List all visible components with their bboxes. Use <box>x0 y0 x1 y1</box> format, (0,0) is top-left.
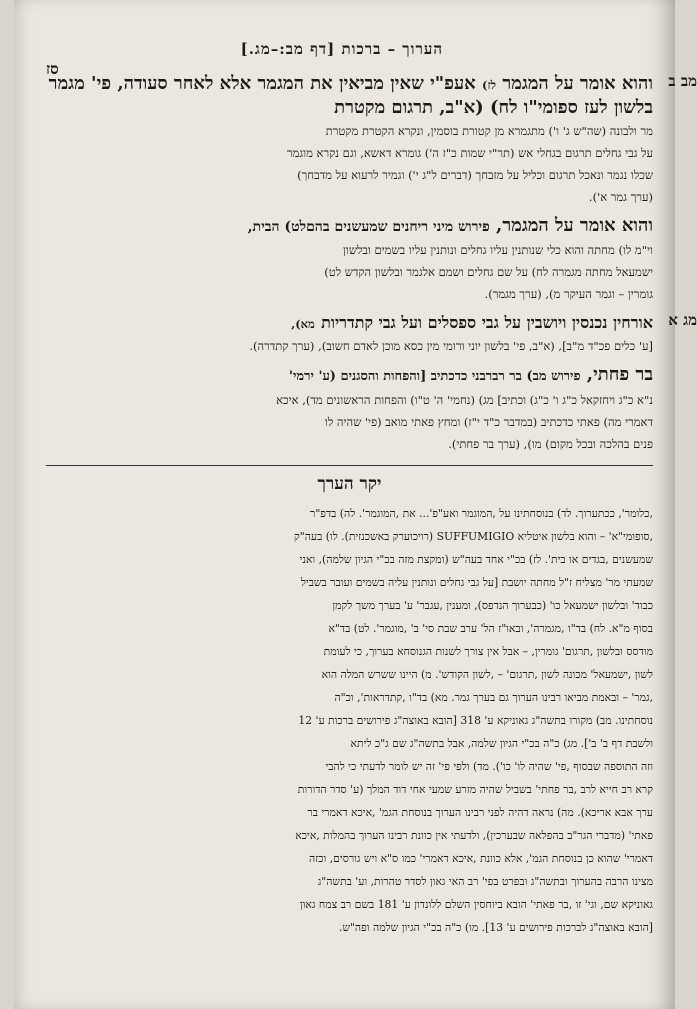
note-line: דאמרי' שהוא כן בנוסחת הגמ', אלא כוונת ,איכא דאמרי' כמו ס"א ויש גורסים, וכזה <box>309 852 653 865</box>
note-line: ,גמר' – ובאמת מביאו רבינו הערוך גם בערך גמר. מא) בד"ו ,קתדראות', וכ"ה <box>334 691 653 704</box>
entry-3 <box>46 311 697 357</box>
lemma-text: אורחין נכנסין ויושבין על גבי ספסלים ועל גבי קתדריות <box>321 313 653 332</box>
note-line: כבוד' ובלשון ישמעאל כו' (כבערוך הנדפס), ומענין ,עגבר' ע' בערך משך לקמן <box>332 599 653 612</box>
entry-body <box>46 335 653 357</box>
lemma-continuation: פירוש מב) בר רברבני כדכתיב [והפחות והסגנים (ע' ירמי' <box>289 369 581 384</box>
body-line: דאמרי מה) פאתי כדכתיב (במדבר כ"ד י"ז) ומחץ פאתי מואב (פי' שהיה לו <box>324 415 653 429</box>
lemma-note: לז) <box>482 78 497 92</box>
body-line: גומרין – וגמר העיקר מ), (ערך מגמר). <box>484 287 653 301</box>
folio-number: סז <box>46 60 59 78</box>
note-line: שמעשנים ,בגדים או בית'. לז) בכ"י אחד בעה"ש (ומקצת מזה בכ"י הגיון שלמה), ואני <box>299 553 653 566</box>
note-line: וזה התוספה שבסוף ,פי' שהיה לו' כו'). מד) ולפי פי' זה יש לומר לדעתי כי להבי <box>325 760 653 773</box>
note-line: גאוניקא שם, וגי' זו ,בר פאתי' הובא ביוחסין השלם ללונדון ע' 181 בשם רב צמח גאון <box>299 898 653 911</box>
entry-lemma <box>46 214 653 239</box>
body-line: [ע' כלים פכ"ד מ"ב], (א"ב, פי' בלשון יוני ורומי מין כסא מוכן לאדם חשוב), (ערך קתדרה). <box>249 339 653 353</box>
body-line: שכלו נגמר ונאכל תרגום וכליל על מזבחך (דברים ל"ג י') וגמיר לרעוא על מדבחך) <box>297 168 653 182</box>
running-title: הערוך – ברכות [דף מב:–מג.] <box>240 40 443 58</box>
lemma-text: והוא אומר על המגמר, <box>496 215 653 236</box>
note-line: ולשבת דף ב' ב']. מג) כ"ה בכ"י הגיון שלמה, אבל בתשה"ג שם ג"כ ליתא <box>350 737 653 750</box>
note-line: שמעתי מר' מצליח ז"ל מחתה יושבת [על גבי גחלים ונותנין עליה בשמים ועובר בשביל <box>300 576 653 589</box>
note-line: פאתי' (מדברי הגר"ב בהפלאה שבערכין), ולדעתי אין כוונת רבינו הערוך בהמלות ,איכא <box>295 829 653 842</box>
note-line: ,כלומר', ככתערוך. לד) בנוסחתינו על ,המוגמר ואע"פ'... את ,המוגמר'. לה) בדפ"ר <box>310 507 653 520</box>
lemma-continuation: פירוש מיני ריחנים שמעשנים בהםלט) הבית, <box>247 219 490 235</box>
entry-lemma <box>46 72 653 120</box>
lemma-continuation: אעפ"י שאין מביאין את המגמר אלא לאחר סעודה, פי' מגמר בלשון לעז ספומי"ו לח) (א"ב, תרגום מקטרת <box>48 73 653 118</box>
entry-4 <box>46 363 653 455</box>
note-line: לשון ,ישמעאל' מכונה לשון ,תרגום' – ,לשון הקודש'. מ) היינו ששרש המלה הוא <box>321 668 653 681</box>
body-line: מר ולבונה (שה"ש ג' ו') מתגמרא מן קטורת בוסמין, ונקרא הקטרת מקטרת <box>325 124 653 138</box>
note-line: ,סופומי"א' – והוא בלשון איטליא SUFFUMIGIO (רויכוערק באשכנזית). לו) בעה"ק <box>294 530 653 543</box>
entry-body <box>46 389 653 455</box>
page-content <box>46 40 697 939</box>
book-page <box>14 0 697 1009</box>
body-line: על גבי גחלים תרגום בגחלי אש (תר"י שמות כ"ז ה') גומרא דאשא, וגם נקרא מוגמר <box>286 146 653 160</box>
section-divider <box>46 465 653 466</box>
entry-2 <box>46 214 653 305</box>
body-line: פנים בהלכה ובכל מקום) מו), (ערך בר פחתי). <box>448 437 653 451</box>
body-line: (ערך גמר א'). <box>588 190 653 204</box>
body-line: ישמעאל מחתה מגמרה לח) על שם גחלים ושמם אלגמר ובלשון הקדש לט) <box>324 265 653 279</box>
page-header <box>46 40 653 78</box>
note-line: נוסחתינו. מב) מקורו בתשה"ג גאוניקא ע' 318 [הובא באוצה"ג פירושים ברכות ע' 12 <box>298 714 653 727</box>
entry-lemma <box>46 363 653 389</box>
footnotes <box>46 502 653 939</box>
body-line: וי"מ לו) מחתה והוא כלי שנותנין עליו גחלים ונותנין עליו בשמים ובלשון <box>342 243 653 257</box>
lemma-note: מא), <box>291 317 315 331</box>
entry-body <box>46 239 653 305</box>
note-line: ערך אבא אריכא). מה) נראה דהיה לפני רבינו הערוך בנוסחת הגמ' ,איכא דאמרי בר <box>307 806 653 819</box>
entry-body <box>46 120 653 208</box>
body-line: נ"א כ"ג ויחזקאל כ"ג ו' כ"ג) וכתיב] מג) (נחמי' ה' ט"ו) והפחות הראשונים מד), איכא <box>276 393 653 407</box>
note-line: בסוף מ"א. לח) בד"ו ,מגמרה', ובאו"ז הל' ערב שבת סי' ב' ,מוגמר'. לט) בד"א <box>328 622 653 635</box>
lemma-text: בר פחתי, <box>586 364 653 385</box>
entry-lemma <box>46 311 653 335</box>
entry-ref: מב ב <box>668 72 697 90</box>
entry-ref: מג א <box>668 311 697 329</box>
note-line: מצינו הרבה בהערוך ובתשה"ג ובפרט בפי' רב האי גאון לסדר טהרות, וע' בתשה"ג <box>317 875 653 888</box>
note-line: קרא רב חייא לרב ,בר פחתי' בשביל שהיה מזרע שמעי אחי דוד המלך (ע' סדר הדורות <box>297 783 653 796</box>
entry-1 <box>46 72 697 208</box>
note-line: [הובא באוצה"ג לברכות פירושים ע' 13]. מו) כ"ה בכ"י הגיון שלמה ופה"ש. <box>338 921 653 934</box>
lemma-text: והוא אומר על המגמר <box>502 73 653 94</box>
notes-title: יקר הערך <box>317 474 382 494</box>
note-line: מודסס ובלשון ,תרגום' גומרין, – אבל אין צורך לשנות הגנוסחא בערוך, כי לעומת <box>323 645 653 658</box>
